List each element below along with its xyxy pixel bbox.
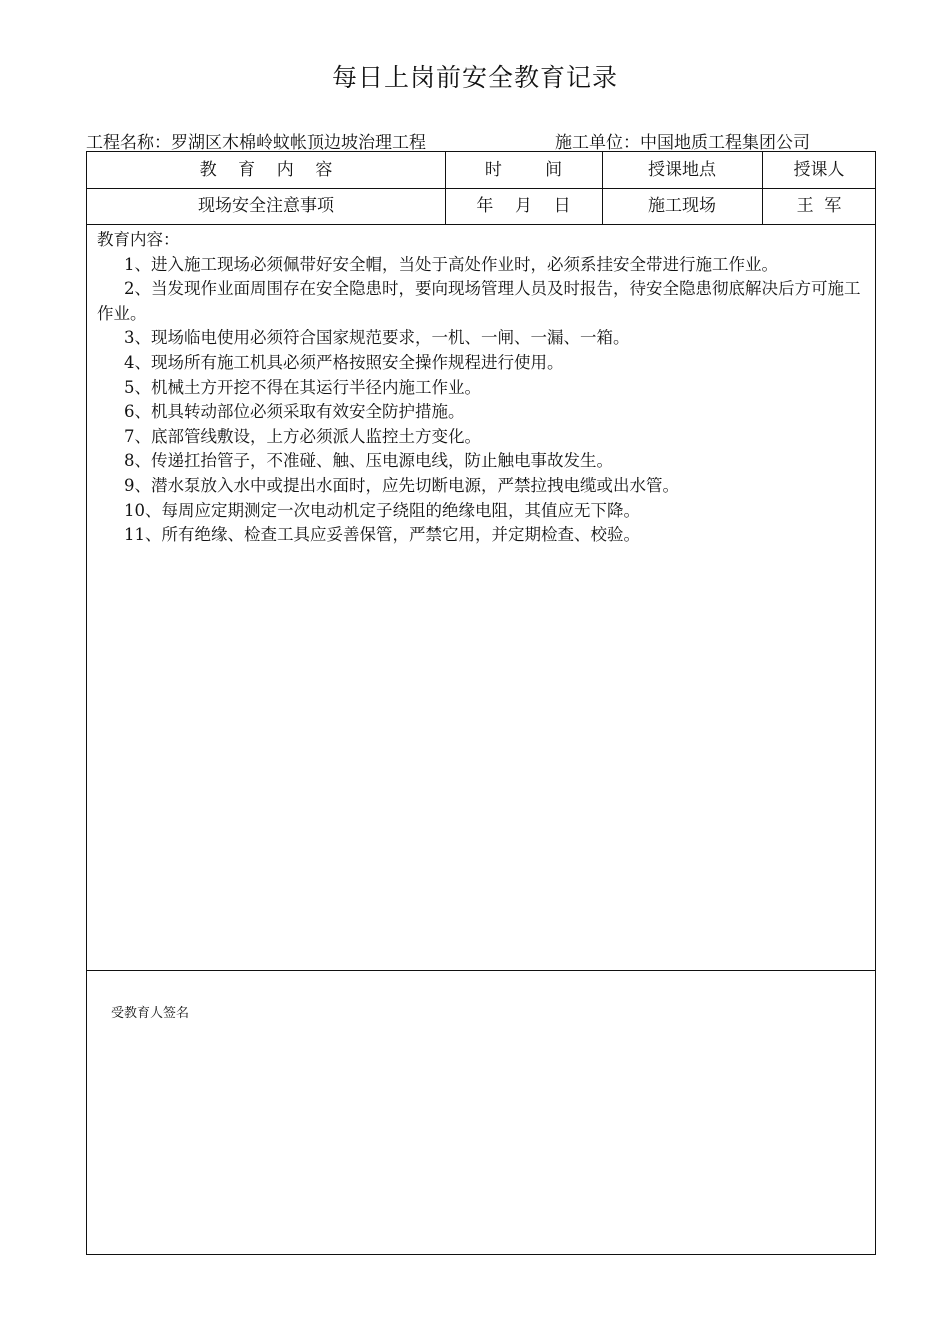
row-teacher: 王 军 xyxy=(796,196,842,216)
row-content: 现场安全注意事项 xyxy=(198,196,334,216)
education-heading: 教育内容： xyxy=(97,230,180,249)
header-teacher: 授课人 xyxy=(793,160,845,180)
table-divider xyxy=(87,224,875,225)
section-divider xyxy=(87,970,875,971)
header-content: 教 育 内 容 xyxy=(199,160,333,180)
project-name: 工程名称：罗湖区木棉岭蚊帐顶边坡治理工程 xyxy=(86,133,426,153)
list-item: 11、所有绝缘、检查工具应妥善保管，严禁它用，并定期检查、校验。 xyxy=(124,525,640,545)
list-item: 2、当发现作业面周围存在安全隐患时，要向现场管理人员及时报告，待安全隐患彻底解决后方可施工作业。 xyxy=(97,279,861,323)
list-item: 3、现场临电使用必须符合国家规范要求，一机、一闸、一漏、一箱。 xyxy=(124,328,630,348)
list-item: 9、潜水泵放入水中或提出水面时，应先切断电源，严禁拉拽电缆或出水管。 xyxy=(124,475,679,495)
header-location: 授课地点 xyxy=(648,160,716,180)
record-table xyxy=(86,151,876,1255)
list-item: 7、底部管线敷设，上方必须派人监控土方变化。 xyxy=(124,426,481,446)
list-item: 1、进入施工现场必须佩带好安全帽，当处于高处作业时，必须系挂安全带进行施工作业。 xyxy=(124,254,778,274)
header-time: 时 间 xyxy=(484,160,563,180)
construction-unit: 施工单位：中国地质工程集团公司 xyxy=(555,133,810,153)
document-title: 每日上岗前安全教育记录 xyxy=(331,63,618,92)
list-item: 8、传递扛抬管子，不准碰、触、压电源电线，防止触电事故发生。 xyxy=(124,451,613,471)
list-item: 4、现场所有施工机具必须严格按照安全操作规程进行使用。 xyxy=(124,352,564,372)
education-content xyxy=(97,228,873,548)
list-item: 5、机械土方开挖不得在其运行半径内施工作业。 xyxy=(124,377,481,397)
row-time: 年 月 日 xyxy=(476,196,571,216)
signature-label: 受教育人签名 xyxy=(111,1006,190,1021)
row-location: 施工现场 xyxy=(648,196,716,216)
list-item: 6、机具转动部位必须采取有效安全防护措施。 xyxy=(124,402,465,422)
list-item: 10、每周应定期测定一次电动机定子绕阻的绝缘电阻，其值应无下降。 xyxy=(124,500,640,520)
